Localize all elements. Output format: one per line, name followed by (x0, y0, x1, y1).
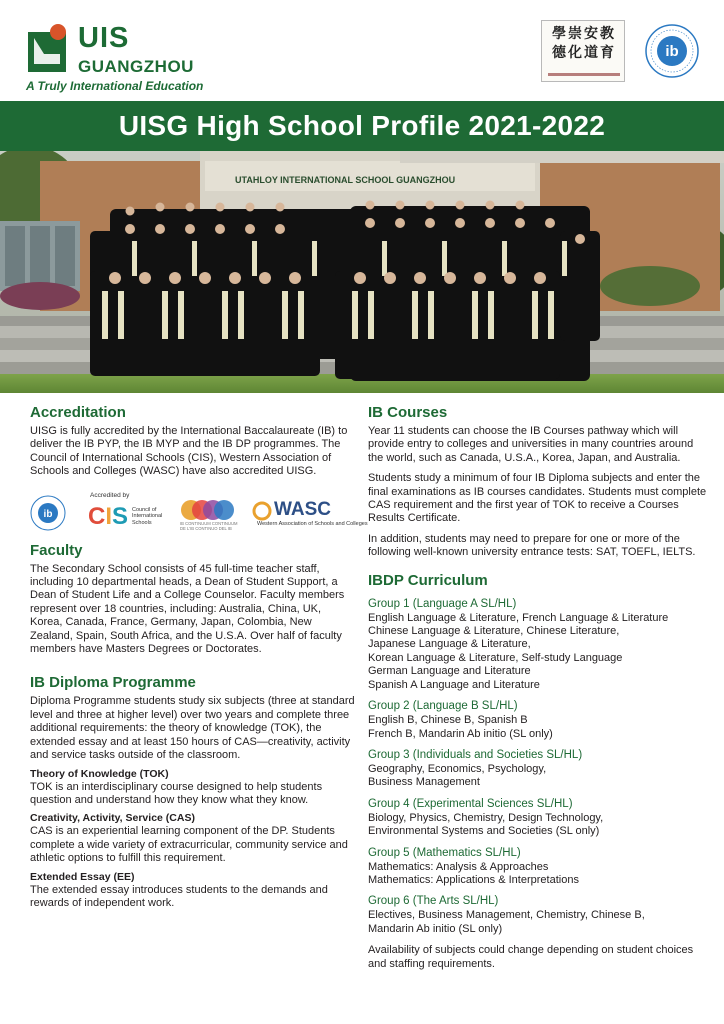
ibdp-curriculum-heading: IBDP Curriculum (368, 571, 488, 589)
group-line: Biology, Physics, Chemistry, Design Technology, (368, 811, 604, 824)
group-line: German Language and Literature (368, 665, 531, 678)
group-line: Environmental Systems and Societies (SL only) (368, 825, 600, 838)
group-title: Group 1 (Language A SL/HL) (368, 597, 517, 610)
uis-logo[interactable] (26, 14, 236, 94)
graduation-photo-illustration (0, 151, 724, 393)
ib-world-school-icon[interactable] (645, 24, 699, 78)
ib-continuum-circles-icon (180, 499, 236, 521)
uis-logo-mark (26, 24, 74, 74)
calligraphy-seal (541, 20, 625, 82)
wasc-word: WASC (274, 498, 331, 520)
ib-courses-text-1: Year 11 students can choose the IB Courses pathway which will provide entry to colleges and universities in many countries around the world, such as Canada, U.S.A., Korea, Japan, and Australia. (368, 425, 694, 464)
curriculum-group (368, 597, 708, 692)
ib-courses-text-2: Students study a minimum of four IB Diploma subjects and enter the final examinations as IB courses candidates. Students must complete CAS requirement and the first year of TOK to receive a Courses Results Certificate. (368, 472, 707, 525)
group-line: English Language & Literature, French Language & Literature (368, 611, 669, 624)
tok-heading: Theory of Knowledge (TOK) (30, 767, 169, 780)
ibdp-curriculum-section (368, 572, 708, 971)
ib-badge-text: ib (665, 43, 679, 60)
group-line: Geography, Economics, Psychology, (368, 762, 547, 775)
accreditation-heading: Accreditation (30, 404, 126, 421)
logo-tagline: A Truly International Education (26, 79, 204, 93)
curriculum-group (368, 748, 708, 790)
group-line: Mathematics: Applications & Interpretations (368, 873, 579, 886)
diploma-programme-section (30, 674, 355, 910)
wasc-logo (252, 498, 368, 535)
ib-courses-heading: IB Courses (368, 404, 448, 421)
logo-subtitle: GUANGZHOU (78, 57, 194, 76)
cis-letter-c: C (88, 502, 106, 530)
page-title: UISG High School Profile 2021-2022 (118, 110, 606, 141)
cis-letter-i: I (105, 502, 113, 530)
curriculum-group (368, 797, 708, 839)
cis-logo (88, 503, 168, 533)
ib-continuum-text: IB CONTINUUM CONTINUUM DE L'IB CONTINUO DEL IB (180, 520, 238, 531)
right-column (368, 404, 708, 971)
group-line: Chinese Language & Literature, Chinese Literature, (368, 625, 620, 638)
curriculum-note: Availability of subjects could change depending on student choices and staffing requirements. (368, 944, 694, 970)
wasc-ring-icon (252, 501, 272, 521)
group-line: Spanish A Language and Literature (368, 678, 540, 691)
accreditation-text: UISG is fully accredited by the International Baccalaureate (IB) to deliver the IB PYP, the IB MYP and the IB DP programmes. The Council of International Schools (CIS), Western Association of Schools and Colleges (WASC) have also accredited UISG. (30, 425, 348, 478)
group-line: Japanese Language & Literature, (368, 638, 531, 651)
accreditation-logos (30, 489, 368, 539)
wasc-name: Western Association of Schools and Colleges (257, 520, 368, 527)
cas-text: CAS is an experiential learning component of the DP. Students complete a wide variety of extracurricular, community service and athletic options to fulfill this requirement. (30, 825, 348, 865)
accreditation-section (30, 404, 368, 539)
curriculum-group (368, 894, 708, 936)
group-title: Group 3 (Individuals and Societies SL/HL) (368, 748, 583, 761)
faculty-section (30, 542, 355, 657)
ib-accreditation-icon (30, 495, 66, 531)
group-line: Mathematics: Analysis & Approaches (368, 860, 549, 873)
group-line: English B, Chinese B, Spanish B (368, 714, 528, 727)
logo-name: UIS (78, 22, 130, 54)
cis-name: Council of International Schools (132, 506, 163, 526)
seal-line-1: 學崇安教 (552, 26, 616, 42)
curriculum-group (368, 699, 708, 741)
ee-heading: Extended Essay (EE) (30, 870, 135, 883)
accredited-by-label: Accredited by (90, 491, 130, 499)
group-title: Group 4 (Experimental Sciences SL/HL) (368, 797, 573, 810)
seal-divider (548, 73, 620, 76)
diploma-programme-heading: IB Diploma Programme (30, 674, 196, 692)
faculty-text: The Secondary School consists of 45 full-time teacher staff, including 10 departmental heads, a Dean of Student Support, a Dean of Student Life and a College Counselor. Faculty members represent over 18 countries, including: Australia, China, UK, Korea, Canada, France, Germany, Japan, Colombia, New Zealand, Spain, South Africa, and the U.S.A. Over half of faculty members have Masters Degrees or Doctorates. (30, 562, 345, 656)
header (0, 0, 724, 100)
title-band (0, 101, 724, 151)
group-line: Electives, Business Management, Chemistry, Chinese B, (368, 909, 645, 922)
ee-text: The extended essay introduces students to the demands and rewards of independent work. (30, 883, 328, 909)
cis-letter-s: S (112, 502, 129, 530)
group-line: French B, Mandarin Ab initio (SL only) (368, 727, 553, 740)
group-title: Group 5 (Mathematics SL/HL) (368, 846, 521, 859)
ib-courses-text-3: In addition, students may need to prepare for one or more of the following well-known university entrance tests: SAT, TOEFL, IELTS. (368, 532, 696, 559)
cis-letters (88, 503, 128, 531)
group-line: Mandarin Ab initio (SL only) (368, 922, 503, 935)
group-line: Business Management (368, 776, 480, 789)
left-column (30, 404, 368, 910)
diploma-programme-text: Diploma Programme students study six subjects (three at standard level and three at higher level) over two years and complete three additional requirements: the theory of knowledge (TOK), the extended essay and at least 150 hours of CAS—creativity, activity and service tasks outside of the classroom. (30, 695, 355, 762)
seal-line-2: 德化道育 (552, 45, 616, 61)
group-title: Group 2 (Language B SL/HL) (368, 700, 518, 713)
ib-accreditation-text: ib (43, 508, 53, 520)
ib-courses-section (368, 404, 708, 560)
group-title: Group 6 (The Arts SL/HL) (368, 895, 499, 908)
building-sign: UTAHLOY INTERNATIONAL SCHOOL GUANGZHOU (235, 175, 456, 185)
group-line: Korean Language & Literature, Self-study Language (368, 651, 623, 664)
curriculum-group (368, 846, 708, 888)
ib-continuum-logo (180, 499, 236, 535)
faculty-heading: Faculty (30, 541, 83, 559)
cas-heading: Creativity, Activity, Service (CAS) (30, 812, 195, 825)
tok-text: TOK is an interdisciplinary course designed to help students question and understand how they know what they know. (30, 780, 323, 806)
graduation-photo (0, 151, 724, 393)
